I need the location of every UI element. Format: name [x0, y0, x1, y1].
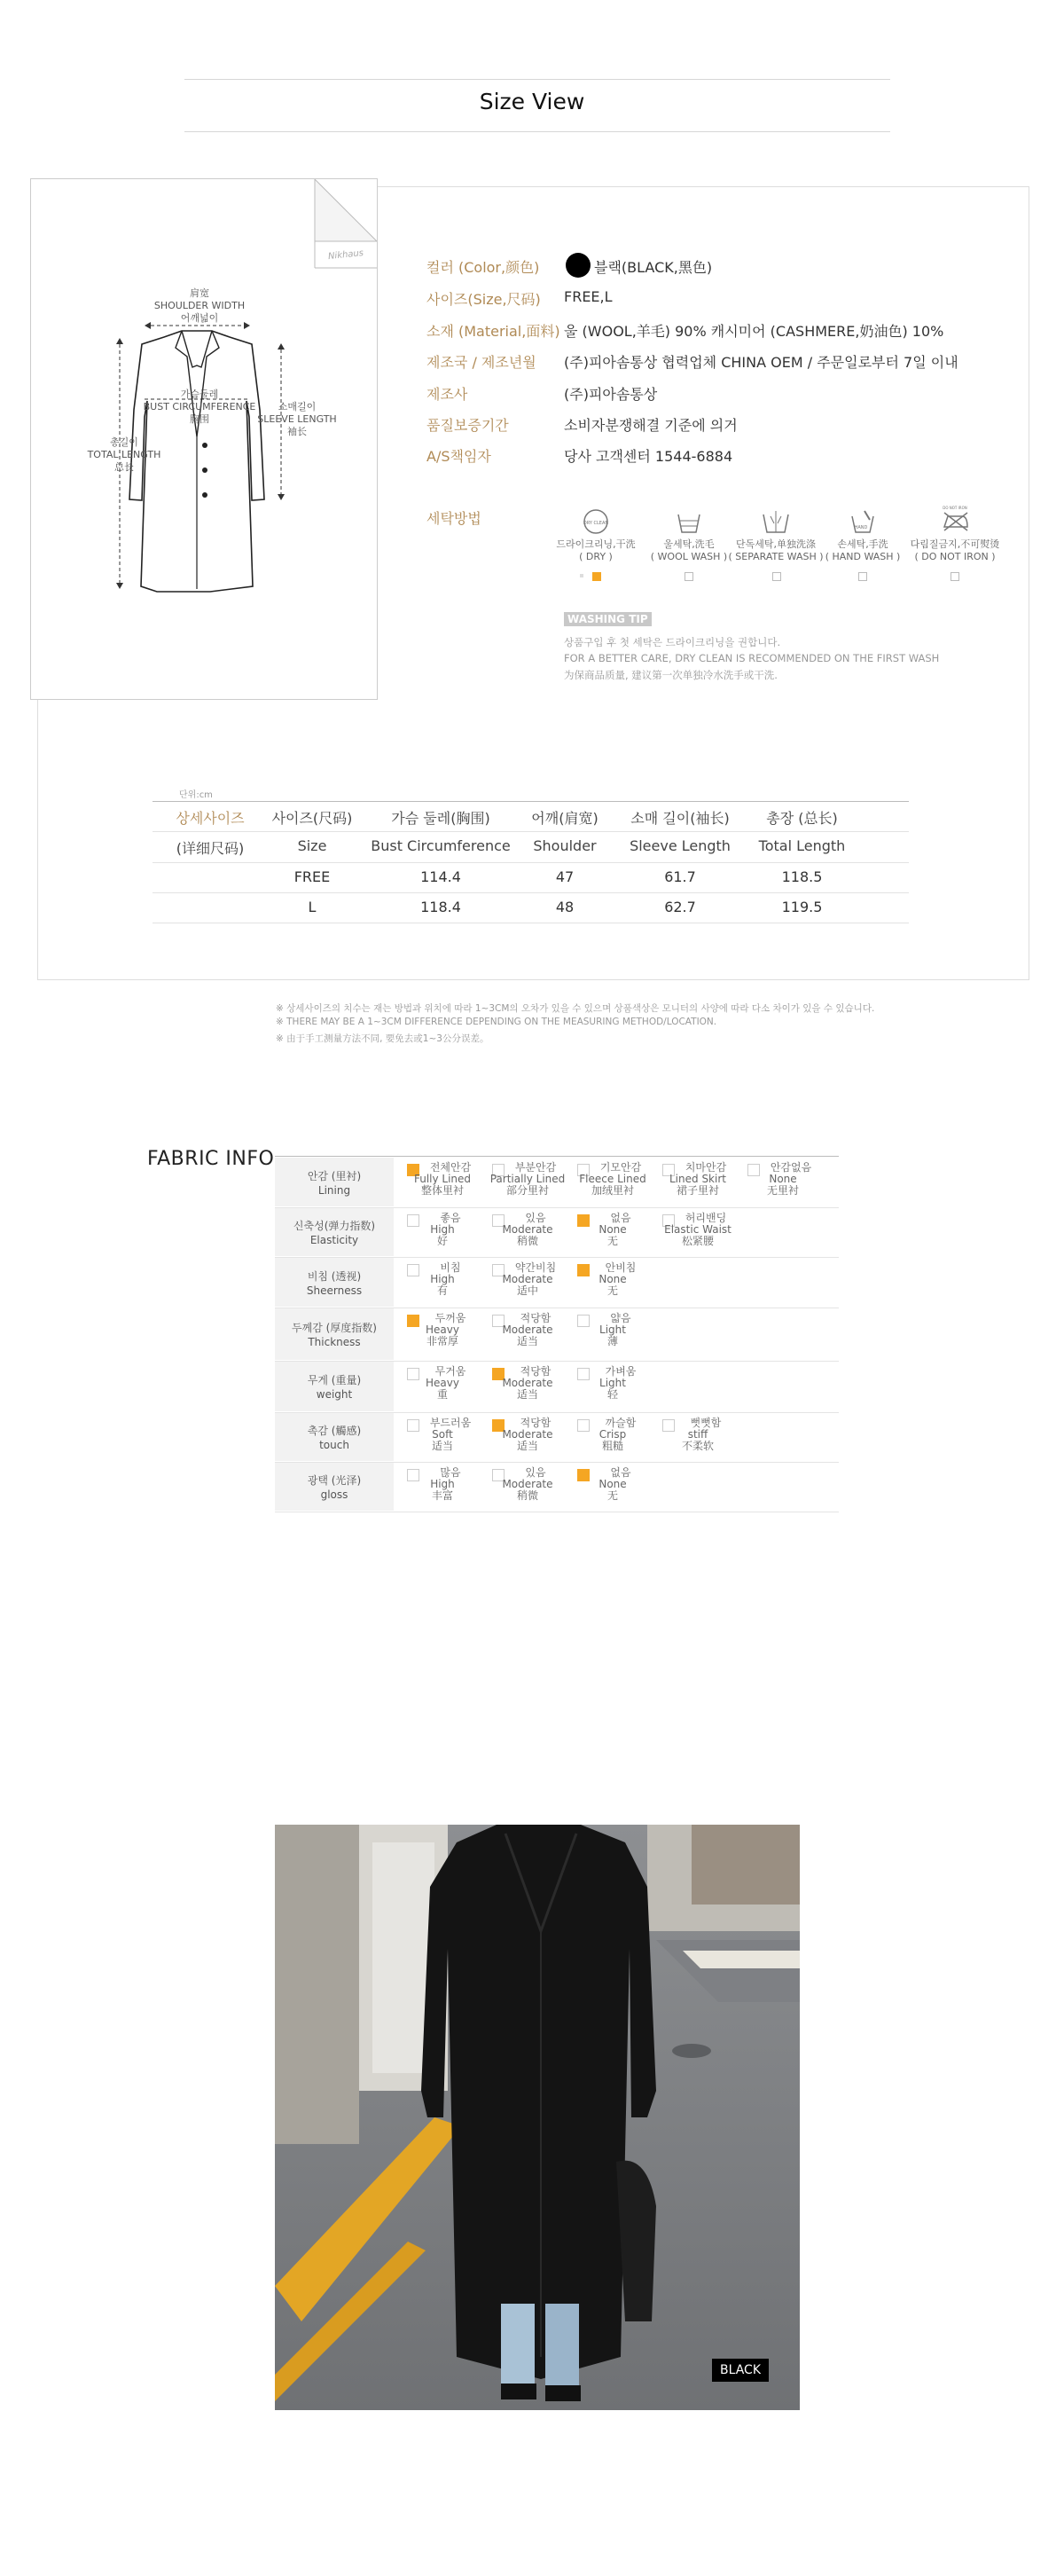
fabric-option: [485, 1313, 570, 1347]
fabric-option-ko: 얇음: [610, 1312, 631, 1324]
size-cell-l-shoulder: 48: [555, 899, 575, 915]
fabric-row-head: [275, 1308, 394, 1360]
fabric-option-zh: 加绒里衬: [591, 1184, 634, 1197]
care-text-dry: 드라이크리닝,干洗 ( DRY ): [556, 538, 636, 562]
fabric-option-zh: 适当: [431, 1440, 453, 1452]
fabric-option: [485, 1467, 570, 1502]
fabric-option-en: Moderate: [502, 1478, 553, 1490]
fabric-row-head-en: touch: [319, 1439, 349, 1451]
fabric-row-head: [275, 1258, 394, 1307]
color-swatch[interactable]: [566, 253, 591, 278]
brand-mark: Nikhaus: [327, 247, 364, 263]
fabric-option-ko: 없음: [610, 1466, 631, 1479]
size-cell-free-total: 118.5: [781, 868, 823, 885]
care-text-wool: 울세탁,洗毛 ( WOOL WASH ): [650, 538, 728, 562]
fabric-option-en: Moderate: [502, 1377, 553, 1389]
fabric-option-zh: 无: [606, 1235, 618, 1247]
size-table-top-rule: [153, 801, 909, 802]
maker-value: (주)피아솜통상: [564, 386, 658, 403]
fabric-row-head: [275, 1362, 394, 1411]
fabric-option-en: Moderate: [502, 1428, 553, 1441]
color-label: 컬러 (Color,颜色): [426, 259, 540, 276]
fabric-option: [485, 1213, 570, 1247]
fabric-option-en: Fully Lined: [413, 1173, 472, 1185]
photo-illustration: [275, 1825, 800, 2410]
size-cell-l-total: 119.5: [781, 899, 823, 915]
fabric-option-zh: 无: [606, 1489, 618, 1502]
fabric-option-zh: 松紧腰: [681, 1235, 714, 1247]
fabric-row-head: [275, 1208, 394, 1256]
care-check-iron[interactable]: [951, 572, 959, 581]
fabric-option-zh: 无: [606, 1284, 618, 1297]
origin-label: 제조국 / 제조년월: [426, 354, 536, 371]
fabric-option: [655, 1162, 740, 1197]
fabric-option-zh: 适中: [516, 1284, 538, 1297]
fabric-option-en: Elastic Waist: [664, 1223, 732, 1236]
fabric-row-head-ko: 광택 (光泽): [307, 1474, 362, 1487]
fabric-option-en: None: [598, 1223, 627, 1236]
fabric-row-head: [275, 1158, 394, 1206]
fabric-option-ko: 있음: [525, 1466, 546, 1479]
fabric-option-ko: 까슬함: [605, 1417, 637, 1429]
fabric-option-zh: 好: [436, 1235, 448, 1247]
fabric-option-zh: 非常厚: [426, 1335, 458, 1347]
svg-text:DRY CLEAN: DRY CLEAN: [583, 521, 609, 526]
fabric-option-ko: 안비침: [605, 1261, 637, 1274]
fabric-option: [485, 1162, 570, 1197]
material-value: 울 (WOOL,羊毛) 90% 캐시미어 (CASHMERE,奶油色) 10%: [564, 323, 944, 340]
size-cell-free-sleeve: 61.7: [664, 868, 696, 885]
fabric-row-head-en: gloss: [320, 1488, 348, 1501]
fabric-row-head-ko: 무게 (重量): [307, 1374, 362, 1386]
fabric-option: [655, 1213, 740, 1247]
fabric-option-ko: 무거움: [434, 1365, 466, 1378]
sleeve-length-label: 소매길이 SLEEVE LENGTH 袖长: [257, 401, 337, 437]
fabric-row-head-en: weight: [316, 1388, 353, 1401]
fabric-option-ko: 허리밴딩: [685, 1212, 727, 1224]
fabric-row-head-ko: 두께감 (厚度指数): [292, 1322, 377, 1334]
material-label: 소재 (Material,面料): [426, 323, 560, 340]
hand-wash-icon: [845, 507, 880, 538]
header-bottom-rule: [184, 131, 890, 132]
fabric-option-zh: 不柔软: [681, 1440, 714, 1452]
fabric-option-ko: 비침: [440, 1261, 461, 1274]
size-cell-free-size: FREE: [293, 868, 331, 885]
svg-text:HAND: HAND: [854, 525, 868, 530]
fabric-option: [570, 1213, 655, 1247]
fabric-option: [485, 1262, 570, 1297]
fabric-option-zh: 粗糙: [601, 1440, 623, 1452]
fabric-option-en: Soft: [432, 1428, 453, 1441]
fabric-row-head-ko: 안감 (里衬): [307, 1170, 362, 1182]
fabric-option-en: Light: [599, 1377, 626, 1389]
product-photo: [275, 1825, 800, 2410]
fabric-option-en: None: [598, 1273, 627, 1285]
fabric-option-en: Heavy: [426, 1323, 459, 1336]
warranty-value: 소비자분쟁해결 기준에 의거: [564, 417, 738, 434]
fabric-option-ko: 적당함: [520, 1312, 552, 1324]
size-cell-l-size: L: [308, 899, 317, 915]
fabric-option-ko: 두꺼움: [434, 1312, 466, 1324]
fabric-option-zh: 轻: [606, 1388, 618, 1401]
fabric-option-en: stiff: [687, 1428, 708, 1441]
warranty-label: 품질보증기간: [426, 417, 509, 434]
as-label: A/S책임자: [426, 448, 491, 465]
fabric-option-en: High: [430, 1478, 455, 1490]
fabric-option: [400, 1418, 485, 1452]
size-table-head-size: 사이즈(尺码): [271, 810, 353, 827]
fabric-option-zh: 薄: [606, 1335, 618, 1347]
fabric-option-ko: 많음: [440, 1466, 461, 1479]
color-tag: BLACK: [712, 2359, 769, 2382]
page-title: Size View: [479, 89, 585, 114]
fabric-option-zh: 稍微: [516, 1235, 538, 1247]
fabric-option: [570, 1467, 655, 1502]
color-value: 블랙(BLACK,黑色): [594, 259, 713, 276]
fabric-row-head: [275, 1463, 394, 1511]
fabric-row-head-en: Elasticity: [309, 1234, 359, 1246]
size-table-head-total: 총장 (总长): [766, 810, 838, 827]
fabric-option: [570, 1418, 655, 1452]
size-cell-l-sleeve: 62.7: [664, 899, 696, 915]
fabric-option-zh: 丰富: [431, 1489, 453, 1502]
shoulder-width-label: 肩宽 SHOULDER WIDTH 어깨넓이: [153, 287, 246, 324]
fabric-row-head: [275, 1413, 394, 1461]
fabric-option-ko: 부분안감: [514, 1161, 557, 1174]
total-length-label: 총길이 TOTAL LENGTH 总长: [87, 436, 161, 473]
care-text-iron: 다림질금지,不可熨烫 ( DO NOT IRON ): [910, 538, 1000, 562]
bust-circumference-label: 가슴둘레 BUST CIRCUMFERENCE 胸围: [143, 389, 256, 425]
as-value: 당사 고객센터 1544-6884: [564, 448, 733, 465]
size-note-3: ※ 由于手工测量方法不同, 要免去或1~3公分误差。: [276, 1033, 489, 1044]
size-table-head-shoulder: 어깨(肩宽): [531, 810, 598, 827]
fabric-option-ko: 기모안감: [599, 1161, 642, 1174]
fabric-option-zh: 适当: [516, 1440, 538, 1452]
fabric-option: [740, 1162, 825, 1197]
garment-diagram-panel: [30, 178, 378, 700]
fabric-option: [400, 1213, 485, 1247]
size-table-sub-bust: Bust Circumference: [371, 837, 511, 854]
size-table-rule-1: [153, 831, 909, 832]
size-note-2: ※ THERE MAY BE A 1~3CM DIFFERENCE DEPENDING ON THE MEASURING METHOD/LOCATION.: [276, 1017, 717, 1027]
fabric-option-ko: 전체안감: [429, 1161, 472, 1174]
size-note-1: ※ 상세사이즈의 치수는 재는 방법과 위치에 따라 1~3CM의 오차가 있을 수 있으며 상품색상은 모니터의 사양에 따라 다소 차이가 있을 수 있습니다.: [276, 1003, 875, 1014]
fabric-option: [570, 1262, 655, 1297]
maker-label: 제조사: [426, 386, 468, 403]
size-table-head-bust: 가슴 둘레(胸围): [391, 810, 490, 827]
size-table-head-detail: 상세사이즈: [176, 810, 245, 827]
fabric-option-ko: 뻣뻣함: [690, 1417, 722, 1429]
origin-value: (주)피아솜통상 협력업체 CHINA OEM / 주문일로부터 7일 이내: [564, 354, 958, 371]
fabric-option-ko: 약간비침: [514, 1261, 557, 1274]
fabric-option-en: Lined Skirt: [669, 1173, 726, 1185]
fabric-option-en: Moderate: [502, 1323, 553, 1336]
size-table-sub-total: Total Length: [758, 837, 846, 854]
fabric-option-en: None: [769, 1173, 797, 1185]
fabric-option: [655, 1418, 740, 1452]
fabric-option-ko: 치마안감: [685, 1161, 727, 1174]
size-cell-l-bust: 118.4: [420, 899, 461, 915]
care-check-dry[interactable]: [592, 572, 601, 581]
fabric-option: [400, 1313, 485, 1347]
fabric-option: [570, 1313, 655, 1347]
fabric-option-en: High: [430, 1273, 455, 1285]
fabric-option-zh: 重: [436, 1388, 448, 1401]
fabric-option-ko: 좋음: [440, 1212, 461, 1224]
fabric-option: [400, 1162, 485, 1197]
fabric-option-ko: 없음: [610, 1212, 631, 1224]
fabric-option-en: Light: [599, 1323, 626, 1336]
fabric-option-ko: 부드러움: [429, 1417, 472, 1429]
washing-tip-badge: WASHING TIP: [564, 612, 652, 626]
care-check-wool[interactable]: [685, 572, 693, 581]
fabric-option-zh: 有: [436, 1284, 448, 1297]
size-table-rule-2: [153, 862, 909, 863]
fabric-option-zh: 适当: [516, 1388, 538, 1401]
fabric-row-head-ko: 신축성(弹力指数): [293, 1220, 376, 1232]
size-table-sub-detail: (详细尺码): [176, 840, 245, 857]
fabric-option-zh: 裙子里衬: [676, 1184, 719, 1197]
size-table-sub-sleeve: Sleeve Length: [630, 837, 731, 854]
fabric-option-en: Crisp: [598, 1428, 627, 1441]
size-label: 사이즈(Size,尺码): [426, 291, 541, 308]
fabric-option-ko: 적당함: [520, 1365, 552, 1378]
dry-clean-icon: [578, 507, 614, 538]
fabric-row-head-ko: 촉감 (觸感): [307, 1425, 362, 1437]
fabric-option: [485, 1366, 570, 1401]
care-label: 세탁방법: [426, 510, 481, 527]
fabric-option: [570, 1162, 655, 1197]
fabric-row-head-en: Thickness: [308, 1336, 361, 1348]
fabric-option-zh: 部分里衬: [505, 1184, 549, 1197]
fabric-option-zh: 稍微: [516, 1489, 538, 1502]
size-table-head-sleeve: 소매 길이(袖长): [630, 810, 730, 827]
fabric-option-en: Partially Lined: [489, 1173, 566, 1185]
fabric-option: [400, 1262, 485, 1297]
fabric-info-title: FABRIC INFO: [147, 1148, 275, 1170]
fabric-row-head-en: Lining: [317, 1184, 351, 1197]
do-not-iron-icon: [937, 504, 973, 534]
fabric-option-ko: 있음: [525, 1212, 546, 1224]
washing-tip-line3: 为保商品质量, 建议第一次单独冷水洗手或干洗.: [564, 669, 778, 681]
fabric-option: [485, 1418, 570, 1452]
washing-tip-line2: FOR A BETTER CARE, DRY CLEAN IS RECOMMENDED ON THE FIRST WASH: [564, 652, 940, 664]
fabric-option-en: Moderate: [502, 1223, 553, 1236]
size-table-unit: 단위:cm: [179, 790, 213, 800]
fabric-option-ko: 안감없음: [770, 1161, 812, 1174]
fabric-option-zh: 无里衬: [766, 1184, 799, 1197]
care-check-separate[interactable]: [772, 572, 781, 581]
fabric-option: [400, 1467, 485, 1502]
size-cell-free-bust: 114.4: [420, 868, 461, 885]
size-cell-free-shoulder: 47: [555, 868, 575, 885]
fabric-option-en: High: [430, 1223, 455, 1236]
header-top-rule: [184, 79, 890, 80]
fabric-option-en: Moderate: [502, 1273, 553, 1285]
separate-wash-icon: [758, 507, 794, 538]
washing-tip-line1: 상품구입 후 첫 세탁은 드라이크리닝을 권합니다.: [564, 636, 781, 648]
care-text-separate: 단독세탁,单独洗涤 ( SEPARATE WASH ): [728, 538, 824, 562]
size-table-sub-size: Size: [297, 837, 327, 854]
size-value: FREE,L: [564, 288, 613, 305]
fabric-option-en: Heavy: [426, 1377, 459, 1389]
care-check-hand[interactable]: [858, 572, 867, 581]
fabric-option-ko: 적당함: [520, 1417, 552, 1429]
fabric-option-zh: 适当: [516, 1335, 538, 1347]
fabric-option: [570, 1366, 655, 1401]
fabric-option-zh: 整体里衬: [420, 1184, 464, 1197]
care-text-hand: 손세탁,手洗 ( HAND WASH ): [825, 538, 901, 562]
coat-diagram: [31, 179, 377, 699]
fabric-row-head-en: Sheerness: [306, 1284, 363, 1297]
wool-wash-icon: [671, 507, 707, 538]
svg-text:DO NOT IRON: DO NOT IRON: [943, 506, 967, 510]
fabric-option-ko: 가벼움: [605, 1365, 637, 1378]
fabric-option-en: Fleece Lined: [579, 1173, 646, 1185]
size-table-rule-3: [153, 892, 909, 893]
size-table-sub-shoulder: Shoulder: [533, 837, 597, 854]
fabric-row-head-ko: 비침 (透视): [307, 1270, 362, 1283]
fabric-option: [400, 1366, 485, 1401]
fabric-option-en: None: [598, 1478, 627, 1490]
